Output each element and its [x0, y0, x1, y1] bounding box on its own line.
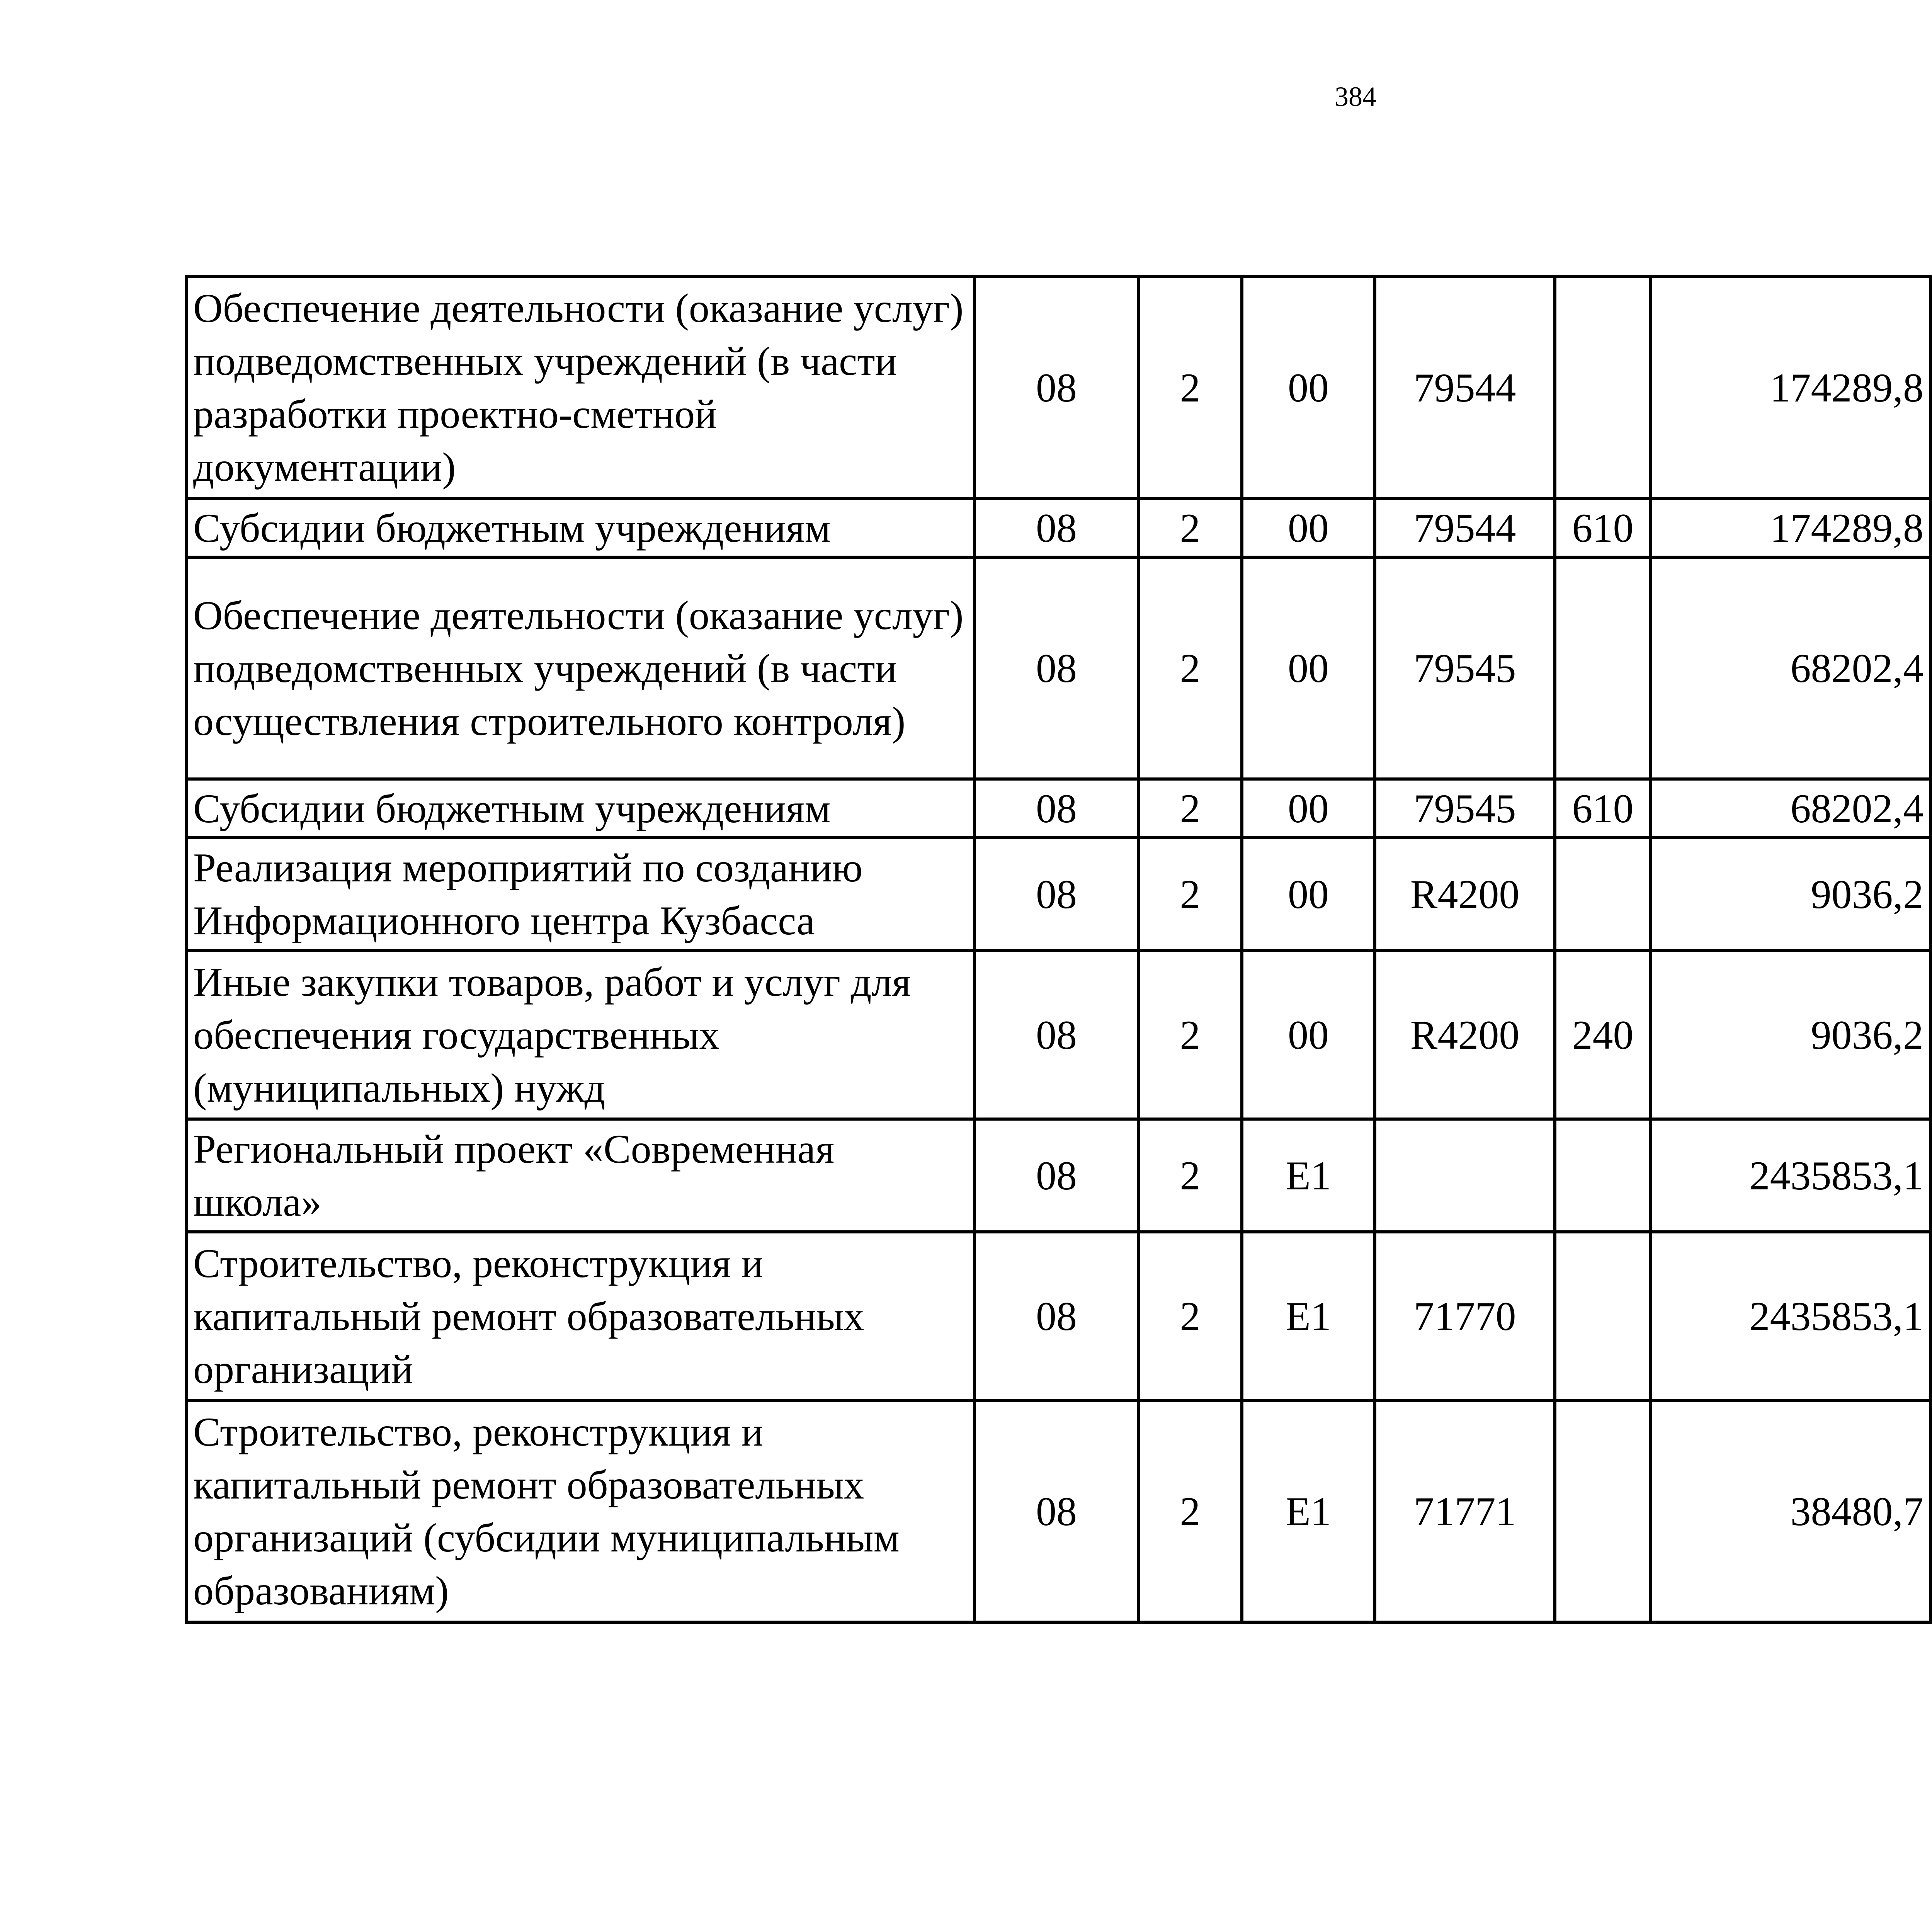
subprogram-code: 00 — [1242, 498, 1375, 557]
program-code: 2 — [1138, 498, 1242, 557]
row-name: Обеспечение деятельности (оказание услуг) подведомственных учреждений (в части осуществления строительного контроля) — [186, 557, 975, 779]
program-code: 2 — [1138, 1400, 1242, 1622]
amount-1: 9036,2 — [1651, 838, 1930, 951]
subprogram-code: 00 — [1242, 779, 1375, 838]
amount-2 — [1930, 779, 1932, 838]
program-code: 2 — [1138, 277, 1242, 498]
program-code: 2 — [1138, 838, 1242, 951]
target-article-code: 79545 — [1375, 779, 1555, 838]
row-name: Региональный проект «Современная школа» — [186, 1119, 975, 1232]
section-code: 08 — [975, 1119, 1138, 1232]
amount-2 — [1930, 1232, 1932, 1400]
target-article-code: 71771 — [1375, 1400, 1555, 1622]
row-name: Строительство, реконструкция и капитальный ремонт образовательных организаций (субсидии муниципальным образованиям) — [186, 1400, 975, 1622]
expense-type-code: 240 — [1555, 951, 1651, 1119]
target-article-code: R4200 — [1375, 951, 1555, 1119]
section-code: 08 — [975, 951, 1138, 1119]
program-code: 2 — [1138, 1119, 1242, 1232]
row-name: Субсидии бюджетным учреждениям — [186, 498, 975, 557]
expense-type-code: 610 — [1555, 498, 1651, 557]
page-number: 384 — [1335, 81, 1376, 112]
expense-type-code — [1555, 1232, 1651, 1400]
section-code: 08 — [975, 838, 1138, 951]
amount-2 — [1930, 1119, 1932, 1232]
row-name: Иные закупки товаров, работ и услуг для обеспечения государственных (муниципальных) нужд — [186, 951, 975, 1119]
amount-1: 9036,2 — [1651, 951, 1930, 1119]
target-article-code: 79544 — [1375, 498, 1555, 557]
section-code: 08 — [975, 1400, 1138, 1622]
program-code: 2 — [1138, 779, 1242, 838]
table-row — [186, 779, 1932, 838]
table-row — [186, 498, 1932, 557]
row-name: Строительство, реконструкция и капитальный ремонт образовательных организаций — [186, 1232, 975, 1400]
expense-type-code: 610 — [1555, 779, 1651, 838]
amount-2 — [1930, 838, 1932, 951]
subprogram-code: 00 — [1242, 557, 1375, 779]
subprogram-code: E1 — [1242, 1400, 1375, 1622]
amount-1: 174289,8 — [1651, 277, 1930, 498]
expense-type-code — [1555, 277, 1651, 498]
amount-1: 68202,4 — [1651, 779, 1930, 838]
target-article-code: 79544 — [1375, 277, 1555, 498]
subprogram-code: E1 — [1242, 1119, 1375, 1232]
target-article-code — [1375, 1119, 1555, 1232]
table-row — [186, 1232, 1932, 1400]
amount-1: 68202,4 — [1651, 557, 1930, 779]
amount-1: 2435853,1 — [1651, 1119, 1930, 1232]
table-row — [186, 1119, 1932, 1232]
table-row — [186, 838, 1932, 951]
table-row — [186, 1400, 1932, 1622]
amount-1: 2435853,1 — [1651, 1232, 1930, 1400]
amount-2 — [1930, 498, 1932, 557]
expense-type-code — [1555, 838, 1651, 951]
section-code: 08 — [975, 779, 1138, 838]
subprogram-code: E1 — [1242, 1232, 1375, 1400]
amount-2 — [1930, 557, 1932, 779]
amount-1: 174289,8 — [1651, 498, 1930, 557]
amount-1: 38480,7 — [1651, 1400, 1930, 1622]
budget-table — [185, 275, 1932, 1624]
expense-type-code — [1555, 1119, 1651, 1232]
program-code: 2 — [1138, 1232, 1242, 1400]
table-row — [186, 951, 1932, 1119]
amount-2 — [1930, 1400, 1932, 1622]
row-name: Обеспечение деятельности (оказание услуг) подведомственных учреждений (в части разработки проектно-сметной документации) — [186, 277, 975, 498]
target-article-code: 71770 — [1375, 1232, 1555, 1400]
target-article-code: 79545 — [1375, 557, 1555, 779]
subprogram-code: 00 — [1242, 951, 1375, 1119]
section-code: 08 — [975, 557, 1138, 779]
section-code: 08 — [975, 498, 1138, 557]
row-name: Субсидии бюджетным учреждениям — [186, 779, 975, 838]
table-row — [186, 557, 1932, 779]
section-code: 08 — [975, 1232, 1138, 1400]
table-row — [186, 277, 1932, 498]
target-article-code: R4200 — [1375, 838, 1555, 951]
subprogram-code: 00 — [1242, 277, 1375, 498]
amount-2 — [1930, 951, 1932, 1119]
program-code: 2 — [1138, 557, 1242, 779]
section-code: 08 — [975, 277, 1138, 498]
expense-type-code — [1555, 557, 1651, 779]
row-name: Реализация мероприятий по созданию Информационного центра Кузбасса — [186, 838, 975, 951]
subprogram-code: 00 — [1242, 838, 1375, 951]
amount-2 — [1930, 277, 1932, 498]
program-code: 2 — [1138, 951, 1242, 1119]
expense-type-code — [1555, 1400, 1651, 1622]
